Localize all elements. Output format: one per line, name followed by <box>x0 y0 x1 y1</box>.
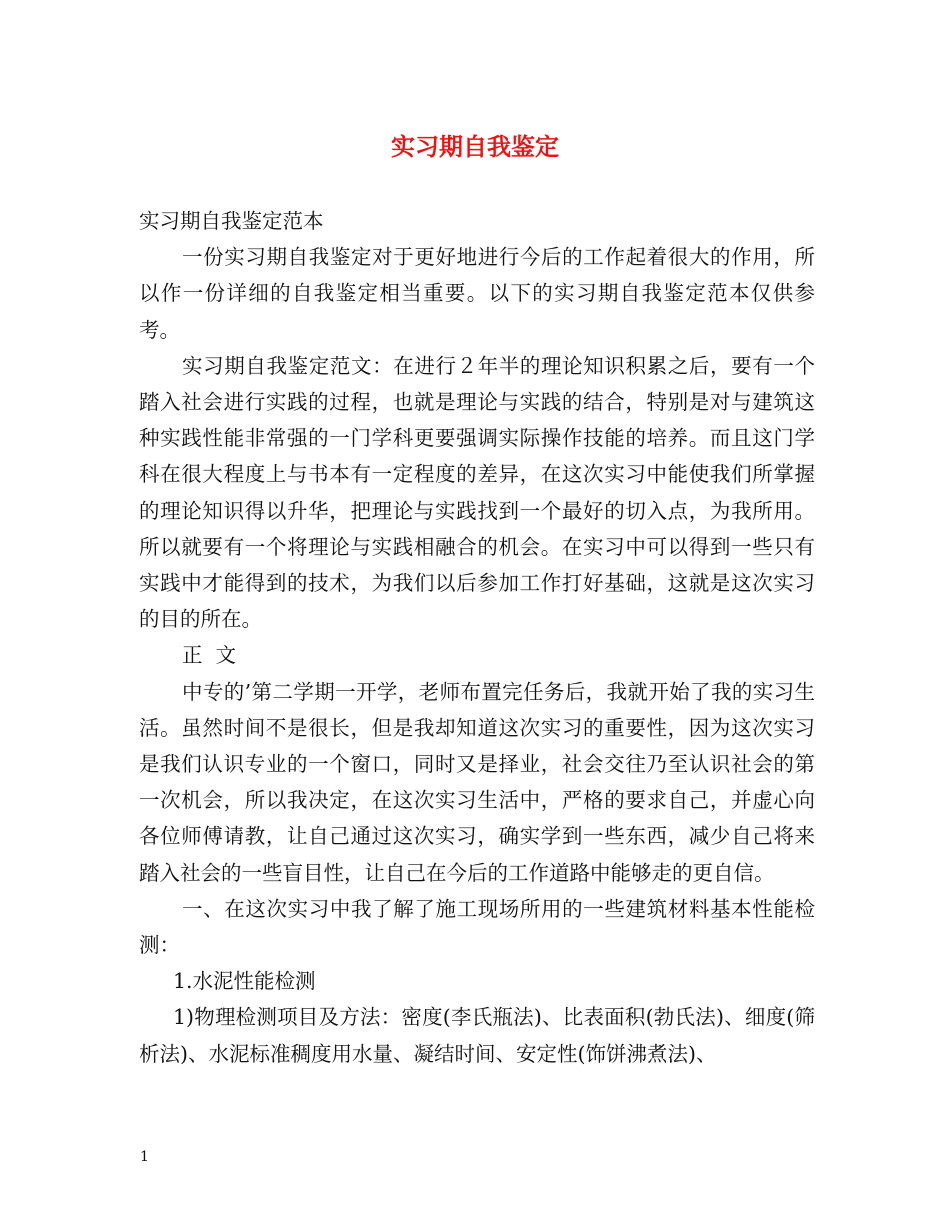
paragraph-main: 中专的’第二学期一开学，老师布置完任务后，我就开始了我的实习生活。虽然时间不是很长，但是我却知道这次实习的重要性，因为这次实习是我们认识专业的一个窗口，同时又是择业，社会交往乃至认识社会的第一次机会，所以我决定，在这次实习生活中，严格的要求自己，并虚心向各位师傅请教，让自己通过这次实习，确实学到一些东西，减少自己将来踏入社会的一些盲目性，让自己在今后的工作道路中能够走的更自信。 <box>139 679 815 885</box>
document-body <box>139 203 815 1072</box>
page-number: 1 <box>140 1149 149 1165</box>
subtitle: 实习期自我鉴定范本 <box>139 209 324 233</box>
paragraph-sample: 实习期自我鉴定范文：在进行２年半的理论知识积累之后，要有一个踏入社会进行实践的过程，也就是理论与实践的结合，特别是对与建筑这种实践性能非常强的一门学科更要强调实际操作技能的培养。而且这门学科在很大程度上与书本有一定程度的差异，在这次实习中能使我们所掌握的理论知识得以升华，把理论与实践找到一个最好的切入点，为我所用。所以就要有一个将理论与实践相融合的机会。在实习中可以得到一些只有实践中才能得到的技术，为我们以后参加工作打好基础，这就是这次实习的目的所在。 <box>139 353 815 632</box>
paragraph-cement-tests: 1)物理检测项目及方法：密度(李氏瓶法)、比表面积(勃氏法)、细度(筛析法)、水泥标准稠度用水量、凝结时间、安定性(饰饼沸煮法)、 <box>139 1005 815 1066</box>
page-title: 实习期自我鉴定 <box>391 132 559 161</box>
paragraph-intro: 一份实习期自我鉴定对于更好地进行今后的工作起着很大的作用，所以作一份详细的自我鉴定相当重要。以下的实习期自我鉴定范本仅供参考。 <box>139 245 815 342</box>
paragraph-section-one: 一、在这次实习中我了解了施工现场所用的一些建筑材料基本性能检测： <box>139 896 815 958</box>
paragraph-cement-heading: 1.水泥性能检测 <box>173 969 316 994</box>
section-heading-body: 正 文 <box>182 643 237 668</box>
